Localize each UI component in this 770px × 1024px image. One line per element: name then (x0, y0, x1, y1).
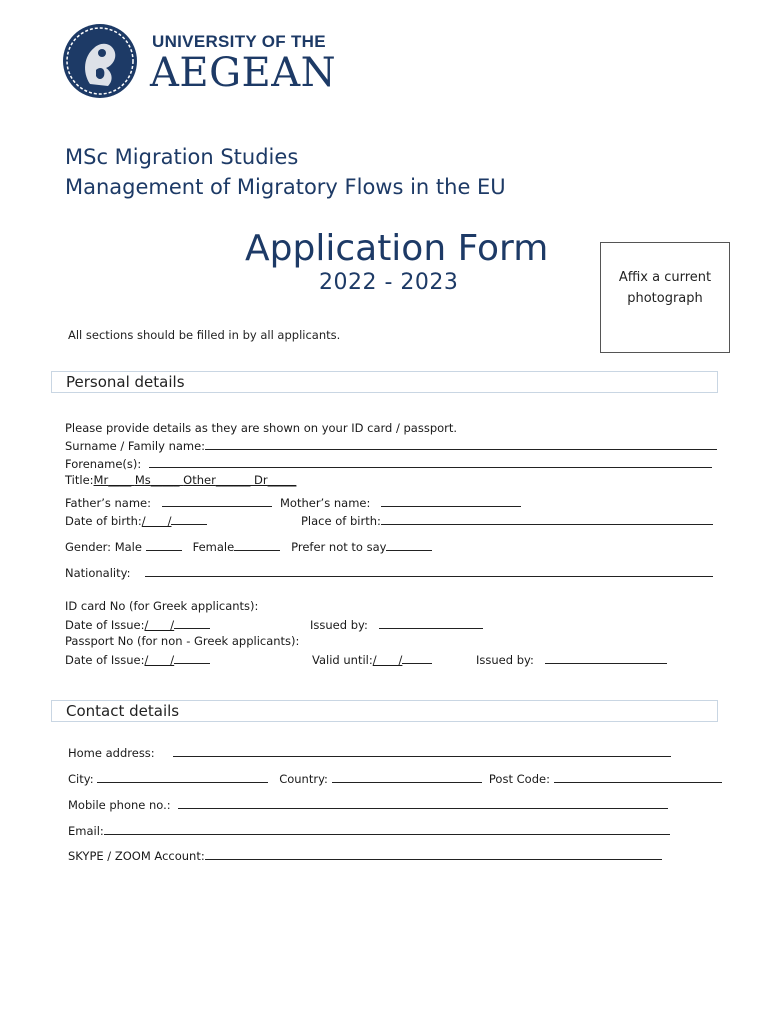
email-label: Email: (68, 824, 104, 838)
nationality-field[interactable] (145, 565, 713, 577)
photo-instruction-line1: Affix a current (618, 270, 712, 285)
title-dr-option[interactable]: Dr (253, 473, 268, 487)
email-field[interactable] (104, 823, 670, 835)
forename-field[interactable] (149, 456, 712, 468)
dob-label: Date of birth: (65, 514, 142, 528)
skype-zoom-field[interactable] (205, 848, 662, 860)
pp-issue-date-field[interactable]: / / (144, 653, 175, 667)
pp-valid-until-field[interactable]: / / (372, 653, 403, 667)
logo-university-text: UNIVERSITY OF THE (152, 32, 326, 51)
city-field[interactable] (97, 771, 268, 783)
home-address-label: Home address: (68, 746, 155, 760)
section-contact-details: Contact details (51, 700, 718, 722)
pp-issued-by-field[interactable] (545, 652, 667, 664)
photo-instruction-line2: photograph (627, 291, 703, 306)
gender-none-label: Prefer not to say (291, 540, 387, 554)
filling-note: All sections should be filled in by all applicants. (68, 328, 341, 342)
dob-field[interactable]: / / (141, 514, 172, 528)
form-title: Application Form (245, 228, 549, 269)
father-name-label: Father’s name: (65, 496, 151, 510)
country-label: Country: (279, 772, 328, 786)
pob-field[interactable] (381, 513, 713, 525)
father-name-field[interactable] (162, 495, 272, 507)
gender-male-label: Gender: Male (65, 540, 142, 554)
city-label: City: (68, 772, 94, 786)
gender-none-field[interactable] (386, 539, 432, 551)
programme-subtitle: Management of Migratory Flows in the EU (65, 175, 506, 199)
pp-issue-date-label: Date of Issue: (65, 653, 145, 667)
skype-zoom-label: SKYPE / ZOOM Account: (68, 849, 205, 863)
university-logo-emblem-icon (60, 22, 140, 100)
title-other-option[interactable]: Other (183, 473, 216, 487)
title-label: Title: (65, 473, 94, 487)
academic-year: 2022 - 2023 (319, 270, 459, 295)
mother-name-label: Mother’s name: (280, 496, 371, 510)
photo-box (600, 242, 730, 353)
section-personal-details: Personal details (51, 371, 718, 393)
id-issue-date-label: Date of Issue: (65, 618, 145, 632)
passport-label: Passport No (for non - Greek applicants): (65, 634, 300, 648)
id-card-label: ID card No (for Greek applicants): (65, 599, 259, 613)
pp-valid-until-label: Valid until: (312, 653, 373, 667)
mother-name-field[interactable] (381, 495, 521, 507)
surname-field[interactable] (205, 438, 717, 450)
programme-title: MSc Migration Studies (65, 145, 299, 169)
mobile-field[interactable] (178, 797, 668, 809)
home-address-field[interactable] (173, 745, 671, 757)
id-issue-date-field[interactable]: / / (144, 618, 175, 632)
mobile-label: Mobile phone no.: (68, 798, 171, 812)
country-field[interactable] (332, 771, 482, 783)
nationality-label: Nationality: (65, 566, 131, 580)
forename-label: Forename(s): (65, 457, 142, 471)
gender-male-field[interactable] (146, 539, 182, 551)
title-mr-option[interactable]: Mr (93, 473, 109, 487)
post-code-label: Post Code: (488, 772, 550, 786)
pp-issued-by-label: Issued by: (476, 653, 534, 667)
title-ms-option[interactable]: Ms (134, 473, 151, 487)
gender-female-label: Female (192, 540, 235, 554)
id-issued-by-label: Issued by: (310, 618, 368, 632)
id-issued-by-field[interactable] (379, 617, 483, 629)
gender-female-field[interactable] (234, 539, 280, 551)
surname-label: Surname / Family name: (65, 439, 206, 453)
post-code-field[interactable] (554, 771, 722, 783)
pob-label: Place of birth: (301, 514, 381, 528)
personal-intro: Please provide details as they are shown on your ID card / passport. (65, 421, 458, 435)
logo-aegean-text: AEGEAN (150, 50, 337, 96)
